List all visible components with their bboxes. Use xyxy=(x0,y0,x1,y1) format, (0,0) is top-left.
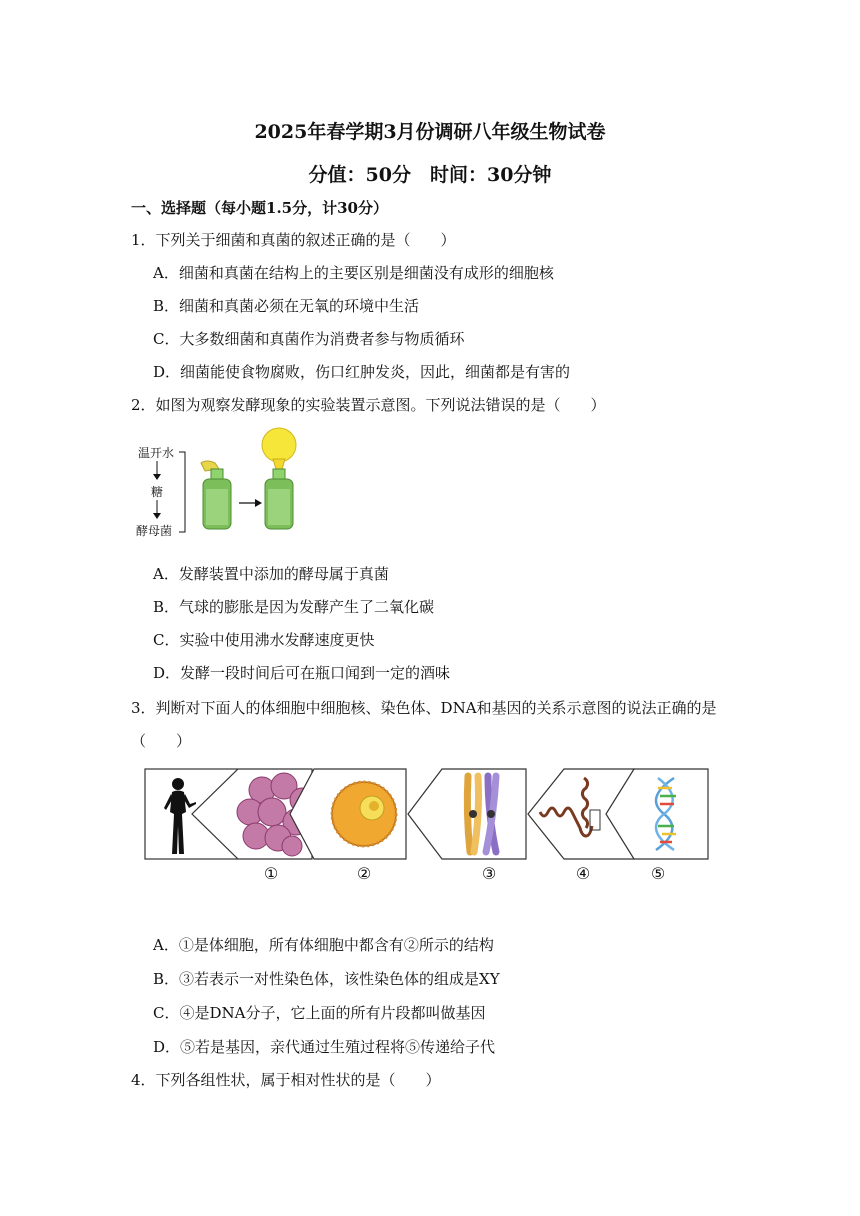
fermentation-figure xyxy=(133,425,313,540)
single-cell xyxy=(332,782,396,846)
page-title: 2025年春学期3月份调研八年级生物试卷 xyxy=(254,121,606,143)
figure-label-sugar: 糖 xyxy=(151,485,164,499)
question-1-option-a: A．细菌和真菌在结构上的主要区别是细菌没有成形的细胞核 xyxy=(153,264,554,282)
question-1-option-d: D．细菌能使食物腐败，伤口红肿发炎，因此，细菌都是有害的 xyxy=(153,363,571,381)
question-3-option-b: B．③若表示一对性染色体，该性染色体的组成是XY xyxy=(153,970,500,988)
question-1-option-c: C．大多数细菌和真菌作为消费者参与物质循环 xyxy=(153,330,465,348)
label-circled-1: ① xyxy=(263,864,279,883)
question-2-option-b: B．气球的膨胀是因为发酵产生了二氧化碳 xyxy=(153,598,435,616)
section-heading: 一、选择题（每小题1.5分，计30分） xyxy=(131,199,388,217)
question-2-option-a: A．发酵装置中添加的酵母属于真菌 xyxy=(153,565,389,583)
cell-dna-panels xyxy=(144,768,710,860)
question-3-option-c: C．④是DNA分子，它上面的所有片段都叫做基因 xyxy=(153,1004,486,1022)
question-4-stem: 4．下列各组性状，属于相对性状的是（ ） xyxy=(131,1071,441,1089)
cell-dna-figure xyxy=(144,768,710,890)
figure-label-yeast: 酵母菌 xyxy=(136,524,173,538)
label-circled-2: ② xyxy=(356,864,372,883)
question-3-stem: 3．判断对下面人的体细胞中细胞核、染色体、DNA和基因的关系示意图的说法正确的是 xyxy=(131,699,717,717)
figure-label-warm-water: 温开水 xyxy=(138,446,175,460)
label-circled-3: ③ xyxy=(481,864,497,883)
question-1-option-b: B．细菌和真菌必须在无氧的环境中生活 xyxy=(153,297,420,315)
question-1-stem: 1．下列关于细菌和真菌的叙述正确的是（ ） xyxy=(131,231,456,249)
page-subtitle: 分值：50分 时间：30分钟 xyxy=(308,164,552,186)
label-circled-4: ④ xyxy=(575,864,591,883)
question-3-stem-bracket: （ ） xyxy=(131,732,192,750)
question-2-stem: 2．如图为观察发酵现象的实验装置示意图。下列说法错误的是（ ） xyxy=(131,396,606,414)
question-2-option-d: D．发酵一段时间后可在瓶口闻到一定的酒味 xyxy=(153,664,451,682)
question-3-option-a: A．①是体细胞，所有体细胞中都含有②所示的结构 xyxy=(153,936,494,954)
label-circled-5: ⑤ xyxy=(650,864,666,883)
fermentation-apparatus xyxy=(133,425,313,540)
question-3-option-d: D．⑤若是基因，亲代通过生殖过程将⑤传递给子代 xyxy=(153,1038,496,1056)
question-2-option-c: C．实验中使用沸水发酵速度更快 xyxy=(153,631,375,649)
